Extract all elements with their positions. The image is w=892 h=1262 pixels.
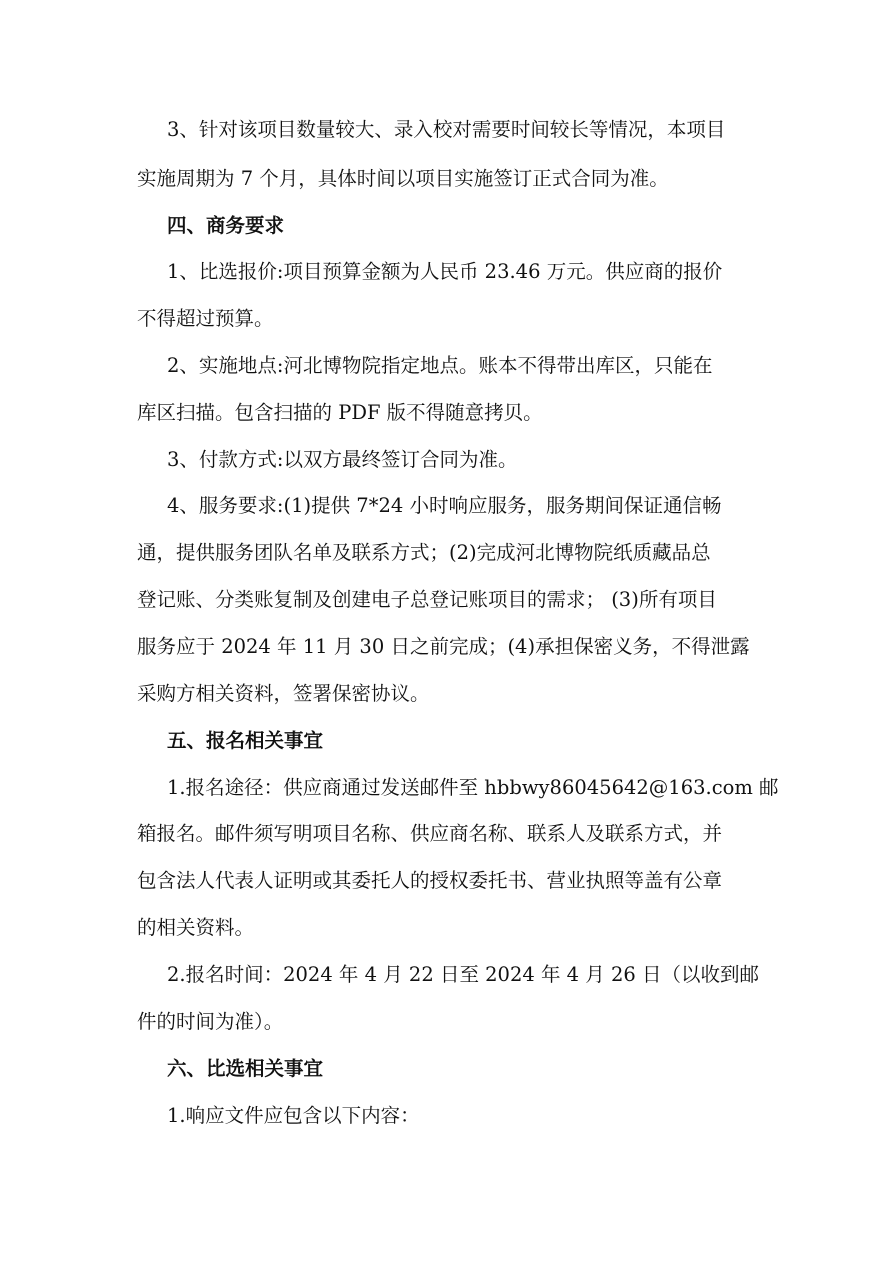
- paragraph-line: 2.报名时间：2024 年 4 月 22 日至 2024 年 4 月 26 日（以收到邮: [167, 963, 759, 986]
- paragraph-line: 1、比选报价:项目预算金额为人民币 23.46 万元。供应商的报价: [167, 260, 723, 283]
- paragraph-line: 登记账、分类账复制及创建电子总登记账项目的需求； (3)所有项目: [137, 588, 717, 611]
- paragraph-line: 实施周期为 7 个月，具体时间以项目实施签订正式合同为准。: [137, 167, 669, 190]
- section-heading: 五、报名相关事宜: [167, 729, 324, 752]
- paragraph-line: 2、实施地点:河北博物院指定地点。账本不得带出库区，只能在: [167, 354, 713, 377]
- paragraph-line: 4、服务要求:(1)提供 7*24 小时响应服务，服务期间保证通信畅: [167, 494, 722, 517]
- paragraph-line: 包含法人代表人证明或其委托人的授权委托书、营业执照等盖有公章: [137, 869, 723, 892]
- paragraph-line: 3、针对该项目数量较大、录入校对需要时间较长等情况，本项目: [167, 118, 726, 141]
- paragraph-line: 件的时间为准）。: [137, 1010, 284, 1033]
- paragraph-line: 3、付款方式:以双方最终签订合同为准。: [167, 448, 518, 471]
- paragraph-line: 库区扫描。包含扫描的 PDF 版不得随意拷贝。: [137, 401, 543, 424]
- section-heading: 六、比选相关事宜: [167, 1057, 324, 1080]
- paragraph-line: 通，提供服务团队名单及联系方式；(2)完成河北博物院纸质藏品总: [137, 541, 711, 564]
- paragraph-line: 的相关资料。: [137, 916, 255, 939]
- section-heading: 四、商务要求: [167, 214, 285, 237]
- paragraph-line: 1.报名途径：供应商通过发送邮件至 hbbwy86045642@163.com 邮: [167, 776, 779, 799]
- paragraph-line: 箱报名。邮件须写明项目名称、供应商名称、联系人及联系方式，并: [137, 822, 723, 845]
- paragraph-line: 不得超过预算。: [137, 307, 274, 330]
- paragraph-line: 服务应于 2024 年 11 月 30 日之前完成；(4)承担保密义务，不得泄露: [137, 635, 750, 658]
- paragraph-line: 采购方相关资料，签署保密协议。: [137, 682, 430, 705]
- paragraph-line: 1.响应文件应包含以下内容：: [167, 1104, 420, 1127]
